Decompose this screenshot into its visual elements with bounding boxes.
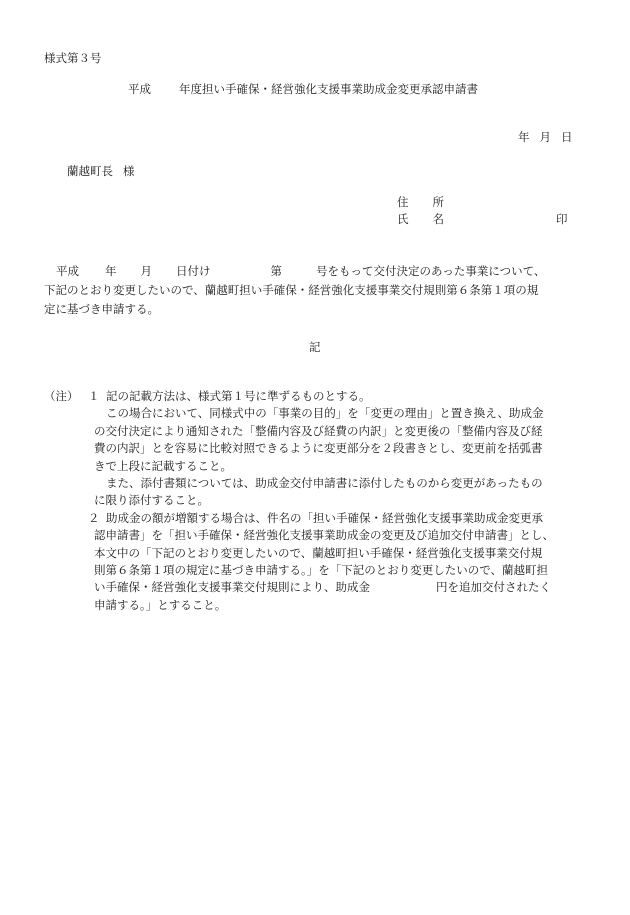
note-2-line-3: 本文中の「下記のとおり変更したいので、蘭越町担い手確保・経営強化支援事業交付規 [94,545,543,560]
notes-section [44,388,592,614]
note-1-text: 記の記載方法は、様式第１号に準ずるものとする。 [106,389,371,403]
note-2-text: 助成金の額が増額する場合は、件名の「担い手確保・経営強化支援事業助成金変更承 [106,510,543,525]
note-2-line-5-start: い手確保・経営強化支援事業交付規則により、助成金 [94,580,370,595]
addressee-honorific: 様 [123,164,135,178]
title-main: 年度担い手確保・経営強化支援事業助成金変更承認申請書 [179,82,478,96]
submission-date [518,132,573,144]
body-decision-no: 第 [270,264,282,278]
note-1-line-7: に限り添付すること。 [94,493,209,508]
note-2-line-4: 則第６条第１項の規定に基づき申請する。」を「下記のとおり変更したいので、蘭越町担 [94,563,549,578]
note-2-line-2: 認申請書」を「担い手確保・経営強化支援事業助成金の変更及び追加交付申請書」とし、 [94,528,554,543]
title-era: 平成 [128,82,151,96]
note-1-line-4: 費の内訳」とを容易に比較対照できるように変更部分を２段書きとし、変更前を括弧書 [94,441,543,456]
note-2-line-5-end: 円を追加交付されたく [436,580,551,595]
note-2-line-6: 申請する。」とすること。 [94,597,227,612]
body-era: 平成 [56,264,79,278]
date-day: 日 [561,130,573,144]
note-2-line-1 [44,510,592,527]
document-title [128,84,478,96]
body-line-1-rest: 号をもって交付決定のあった事業について、 [316,264,546,278]
body-line-2: 下記のとおり変更したいので、蘭越町担い手確保・経営強化支援事業交付規則第６条第１項の規 [44,283,539,297]
body-line-3: 定に基づき申請する。 [44,302,159,316]
name-label-char-2: 名 [432,212,444,226]
date-year: 年 [518,130,530,144]
body-paragraph [44,262,592,319]
note-1-number: １ [88,389,100,403]
address-label-char-2: 所 [432,195,444,209]
body-date: 日付け [176,264,211,278]
applicant-name-label [397,214,444,226]
applicant-address-label [397,197,444,209]
body-month: 月 [140,264,152,278]
addressee-name: 蘭越町長 [67,164,113,178]
seal-mark: 印 [556,212,568,226]
note-1-line-5: きで上段に記載すること。 [94,458,232,473]
address-label-char-1: 住 [397,195,409,209]
note-2-line-5 [44,579,592,596]
note-1-line-6: また、添付書類については、助成金交付申請書に添付したものから変更があったもの [106,476,543,491]
body-year: 年 [105,264,117,278]
note-1-line-2: この場合において、同様式中の「事業の目的」を「変更の理由」と置き換え、助成金 [106,406,544,421]
date-month: 月 [539,130,551,144]
note-1-line-3: の交付決定により通知された「整備内容及び経費の内訳」と変更後の「整備内容及び経 [94,423,543,438]
notes-label: （注） [44,389,79,403]
addressee [67,166,135,178]
note-1-line-1 [44,388,592,405]
name-label-char-1: 氏 [397,212,409,226]
body-line-1 [44,262,592,281]
ki-heading: 記 [309,340,321,354]
form-number: 様式第３号 [44,51,102,65]
note-2-number: ２ [88,510,100,525]
